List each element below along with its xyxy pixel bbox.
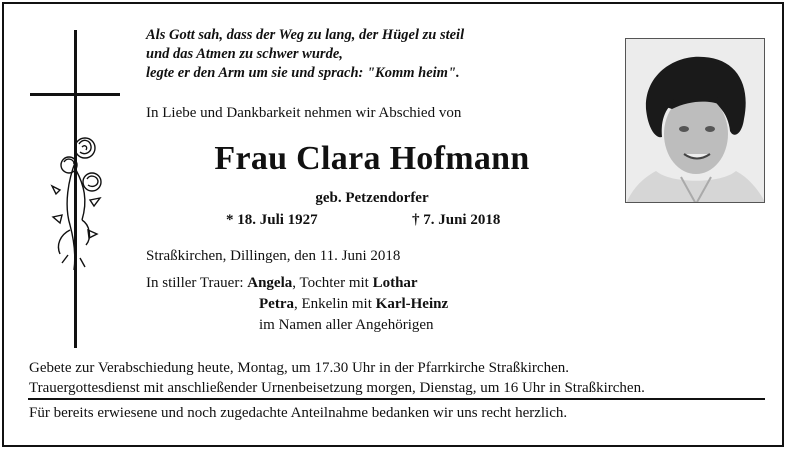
mourner-name: Petra: [259, 296, 294, 312]
mourner-partner: Karl-Heinz: [375, 296, 449, 312]
service-notice: [29, 358, 645, 398]
mourners-label: In stiller Trauer:: [146, 275, 244, 291]
mourners-row-3: im Namen aller Angehörigen: [259, 317, 434, 333]
divider: [28, 398, 765, 400]
cross-with-roses-icon: [30, 30, 125, 350]
mourner-name: Angela: [247, 275, 293, 291]
verse-line-2: und das Atmen zu schwer wurde,: [146, 46, 343, 62]
verse: [146, 26, 464, 83]
thanks-text: Für bereits erwiesene und noch zugedachte Anteilnahme bedanken wir uns recht herzlich.: [29, 405, 568, 421]
mourners-row-2: [146, 294, 448, 315]
mourner-relation: , Enkelin mit: [293, 296, 376, 312]
portrait-photo: [625, 38, 765, 203]
service-line-1: Gebete zur Verabschiedung heute, Montag, um 17.30 Uhr in der Pfarrkirche Straßkirchen.: [29, 360, 569, 376]
verse-line-3: legte er den Arm um sie und sprach: "Komm heim".: [146, 65, 460, 81]
verse-line-1: Als Gott sah, dass der Weg zu lang, der Hügel zu steil: [146, 27, 465, 43]
born-name: geb. Petzendorfer: [315, 190, 429, 206]
mourners-row-1: [146, 273, 448, 294]
mourners-block: [146, 273, 448, 336]
mourner-partner: Lothar: [372, 275, 418, 291]
place-date: Straßkirchen, Dillingen, den 11. Juni 2018: [146, 248, 401, 264]
portrait-icon: [626, 39, 765, 203]
death-date: † 7. Juni 2018: [412, 212, 501, 228]
birth-date: * 18. Juli 1927: [226, 212, 318, 228]
deceased-name: Frau Clara Hofmann: [214, 140, 530, 177]
intro-text: In Liebe und Dankbarkeit nehmen wir Abschied von: [146, 105, 462, 121]
service-line-2: Trauergottesdienst mit anschließender Urnenbeisetzung morgen, Dienstag, um 16 Uhr in Straßkirchen.: [29, 380, 645, 396]
mourner-relation: , Tochter mit: [292, 275, 373, 291]
